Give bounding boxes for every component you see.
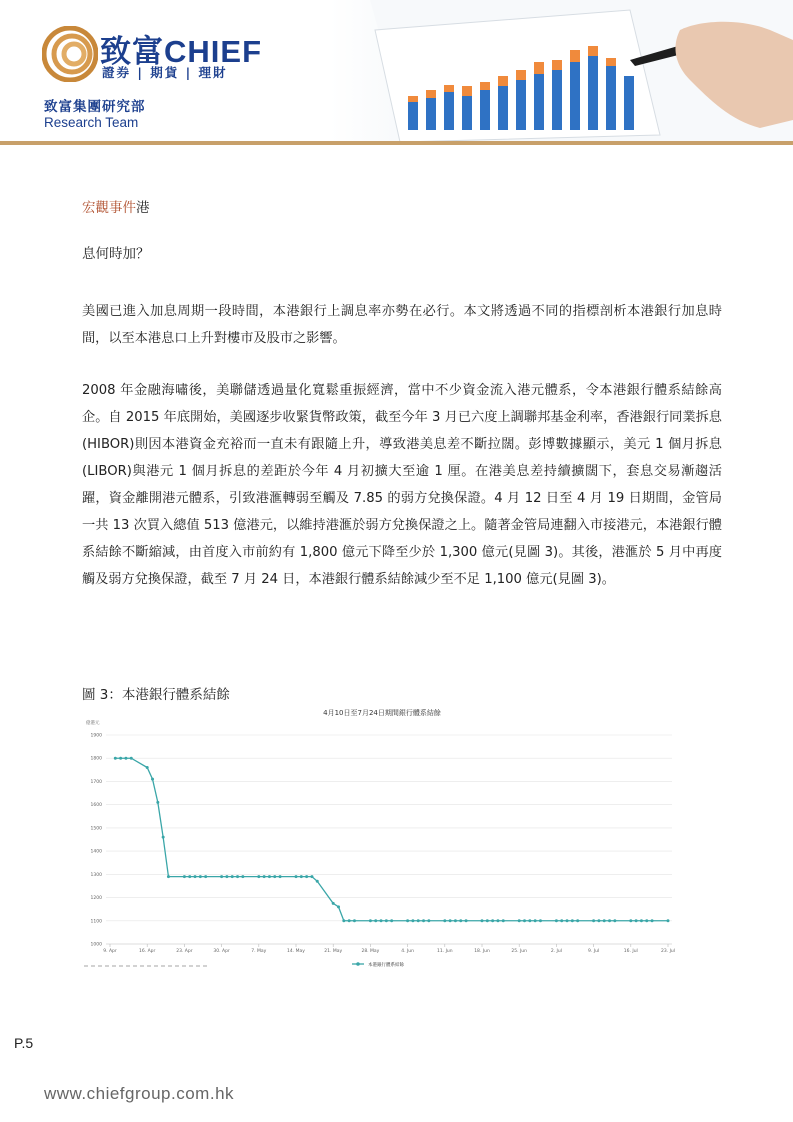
data-point bbox=[667, 919, 670, 922]
x-tick-label: 23. Apr bbox=[176, 949, 193, 954]
data-point bbox=[337, 905, 340, 908]
data-point bbox=[348, 919, 351, 922]
data-point bbox=[300, 875, 303, 878]
data-point bbox=[427, 919, 430, 922]
x-tick-label: 4. Jun bbox=[401, 949, 414, 954]
data-point bbox=[279, 875, 282, 878]
footer-url: www.chiefgroup.com.hk bbox=[44, 1084, 235, 1103]
y-tick-label: 1000 bbox=[90, 942, 102, 948]
data-point bbox=[555, 919, 558, 922]
figure-caption: 圖 3：本港銀行體系結餘 bbox=[82, 687, 230, 703]
data-point bbox=[385, 919, 388, 922]
page-header bbox=[0, 0, 793, 146]
data-point bbox=[449, 919, 452, 922]
data-point bbox=[194, 875, 197, 878]
data-point bbox=[640, 919, 643, 922]
data-point bbox=[597, 919, 600, 922]
data-point bbox=[183, 875, 186, 878]
data-point bbox=[411, 919, 414, 922]
brand-tagline: 證券 | 期貨 | 理財 bbox=[102, 65, 228, 80]
data-point bbox=[496, 919, 499, 922]
data-point bbox=[268, 875, 271, 878]
data-point bbox=[124, 757, 127, 760]
x-tick-label: 16. Jul bbox=[623, 949, 638, 954]
data-point bbox=[342, 919, 345, 922]
data-point bbox=[188, 875, 191, 878]
data-point bbox=[380, 919, 383, 922]
x-tick-label: 25. Jun bbox=[511, 949, 528, 954]
section-label bbox=[82, 196, 150, 216]
data-point bbox=[443, 919, 446, 922]
data-point bbox=[130, 757, 133, 760]
data-point bbox=[236, 875, 239, 878]
data-point bbox=[459, 919, 462, 922]
team-name-cn: 致富集團研究部 bbox=[44, 99, 146, 115]
data-point bbox=[332, 902, 335, 905]
data-point bbox=[539, 919, 542, 922]
paragraph-intro: 美國已進入加息周期一段時間，本港銀行上調息率亦勢在必行。本文將透過不同的指標剖析本港銀行加息時間，以至本港息口上升對樓市及股市之影響。 bbox=[82, 304, 722, 346]
data-point bbox=[241, 875, 244, 878]
data-point bbox=[491, 919, 494, 922]
data-point bbox=[119, 757, 122, 760]
data-point bbox=[651, 919, 654, 922]
y-tick-label: 1500 bbox=[90, 826, 102, 832]
data-point bbox=[305, 875, 308, 878]
chart-y-axis-label: 億港元 bbox=[86, 721, 100, 726]
data-point bbox=[603, 919, 606, 922]
page-number: P.5 bbox=[14, 1035, 34, 1051]
data-point bbox=[502, 919, 505, 922]
data-point bbox=[156, 801, 159, 804]
team-name-en: Research Team bbox=[44, 115, 139, 130]
data-point bbox=[310, 875, 313, 878]
x-tick-label: 7. May bbox=[251, 949, 267, 954]
data-point bbox=[645, 919, 648, 922]
series-line bbox=[115, 758, 668, 921]
data-point bbox=[353, 919, 356, 922]
x-tick-label: 9. Apr bbox=[103, 949, 117, 954]
section-label-part1: 宏觀事件 bbox=[82, 200, 136, 216]
x-tick-label: 14. May bbox=[287, 949, 305, 954]
y-tick-label: 1600 bbox=[90, 803, 102, 809]
chart-x-ticks bbox=[103, 944, 675, 954]
data-point bbox=[390, 919, 393, 922]
chief-logo-icon bbox=[42, 26, 98, 82]
data-point bbox=[257, 875, 260, 878]
data-point bbox=[220, 875, 223, 878]
x-tick-label: 2. Jul bbox=[550, 949, 562, 954]
x-tick-label: 18. Jun bbox=[474, 949, 490, 954]
header-divider bbox=[0, 141, 793, 145]
header-chart-photo bbox=[330, 0, 793, 142]
data-point bbox=[523, 919, 526, 922]
y-tick-label: 1100 bbox=[90, 919, 102, 925]
data-point bbox=[263, 875, 266, 878]
data-point bbox=[316, 880, 319, 883]
x-tick-label: 9. Jul bbox=[588, 949, 600, 954]
data-point bbox=[608, 919, 611, 922]
data-point bbox=[486, 919, 489, 922]
data-point bbox=[374, 919, 377, 922]
article-question: 息何時加？ bbox=[82, 246, 150, 262]
data-point bbox=[629, 919, 632, 922]
data-point bbox=[369, 919, 372, 922]
x-tick-label: 30. Apr bbox=[213, 949, 230, 954]
legend-marker bbox=[356, 962, 360, 966]
legend-label: 本港銀行體系結餘 bbox=[368, 963, 404, 968]
data-point bbox=[528, 919, 531, 922]
bank-balance-chart bbox=[82, 704, 682, 970]
y-tick-label: 1900 bbox=[90, 733, 102, 739]
data-point bbox=[417, 919, 420, 922]
x-tick-label: 11. Jun bbox=[436, 949, 453, 954]
data-point bbox=[465, 919, 468, 922]
data-point bbox=[454, 919, 457, 922]
brand-name-cn: 致富 bbox=[100, 34, 164, 69]
x-tick-label: 28. May bbox=[361, 949, 380, 954]
data-point bbox=[592, 919, 595, 922]
chart-gridlines bbox=[106, 735, 672, 944]
data-point bbox=[635, 919, 638, 922]
x-tick-label: 16. Apr bbox=[139, 949, 156, 954]
data-point bbox=[518, 919, 521, 922]
data-point bbox=[114, 757, 117, 760]
data-point bbox=[273, 875, 276, 878]
data-point bbox=[481, 919, 484, 922]
chart-legend bbox=[352, 961, 404, 968]
data-point bbox=[231, 875, 234, 878]
data-point bbox=[167, 875, 170, 878]
x-tick-label: 23. Jul bbox=[660, 949, 676, 954]
data-point bbox=[406, 919, 409, 922]
paragraph-body: 2008 年金融海嘯後，美聯儲透過量化寬鬆重振經濟，當中不少資金流入港元體系，令本港銀行體系結餘高企。自 2015 年底開始，美國逐步收緊貨幣政策，截至今年 3 月已六度上調聯邦基金利率，香港銀行同業拆息(HIBOR)則因本港資金充裕而一直未有跟隨上升，導致港美息差不斷拉闊。彭博數據顯示，美元 1 個月拆息(LIBOR)與港元 1 個月拆息的差距於今年 4 月初擴大至逾 1 厘。在港美息差持續擴闊下，套息交易漸趨活躍，資金離開港元體系，引致港滙轉弱至觸及 7.85 的弱方兌換保證。4 月 12 日至 4 月 19 日期間，金管局一共 13 次買入總值 513 億港元，以維持港滙於弱方兌換保證之上。隨著金管局連翻入市接港元，本港銀行體系結餘不斷縮減，由首度入市前約有 1,800 億元下降至少於 1,300 億元(見圖 3)。其後，港滙於 5 月中再度觸及弱方兌換保證，截至 7 月 24 日，本港銀行體系結餘減少至不足 1,100 億元(見圖 3)。 bbox=[82, 383, 722, 587]
y-tick-label: 1200 bbox=[90, 896, 102, 902]
section-label-part2: 港 bbox=[136, 200, 150, 216]
y-tick-label: 1800 bbox=[90, 756, 102, 762]
data-point bbox=[571, 919, 574, 922]
data-point bbox=[151, 778, 154, 781]
y-tick-label: 1300 bbox=[90, 872, 102, 878]
data-point bbox=[204, 875, 207, 878]
data-point bbox=[560, 919, 563, 922]
data-point bbox=[566, 919, 569, 922]
chart-y-ticks bbox=[91, 733, 103, 948]
data-point bbox=[199, 875, 202, 878]
y-tick-label: 1400 bbox=[90, 849, 102, 855]
chart-title: 4月10日至7月24日期間銀行體系結餘 bbox=[323, 709, 441, 717]
data-point bbox=[146, 766, 149, 769]
brand-name-en: CHIEF bbox=[164, 34, 262, 69]
data-point bbox=[225, 875, 228, 878]
data-point bbox=[576, 919, 579, 922]
data-point bbox=[613, 919, 616, 922]
data-point bbox=[422, 919, 425, 922]
data-point bbox=[162, 836, 165, 839]
data-point bbox=[534, 919, 537, 922]
y-tick-label: 1700 bbox=[90, 779, 102, 785]
data-point bbox=[295, 875, 298, 878]
x-tick-label: 21. May bbox=[324, 949, 343, 954]
